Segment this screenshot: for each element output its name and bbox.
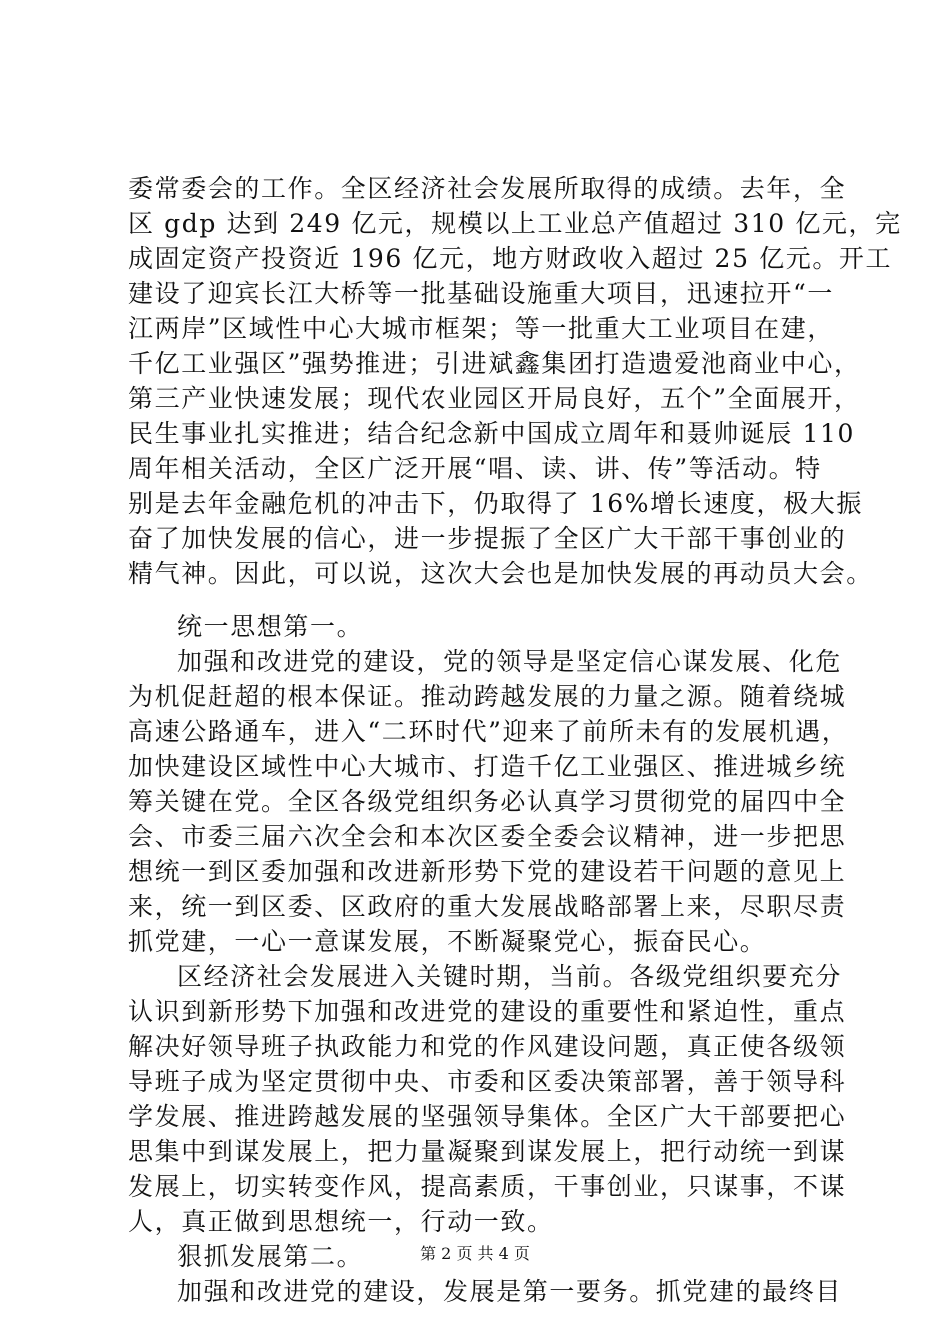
text-line: 别是去年金融危机的冲击下，仍取得了 16%增长速度，极大振 — [128, 489, 863, 518]
text-line: 导班子成为坚定贯彻中央、市委和区委决策部署，善于领导科 — [128, 1067, 847, 1096]
text-line: 周年相关活动，全区广泛开展“唱、读、讲、传”等活动。特 — [128, 454, 822, 483]
text-line: 加快建设区域性中心大城市、打造千亿工业强区、推进城乡统 — [128, 752, 847, 781]
heading-line: 统一思想第一。 — [177, 612, 364, 641]
text-line: 第三产业快速发展；现代农业园区开局良好，五个”全面展开， — [128, 384, 861, 413]
paragraph-party-building — [128, 644, 855, 959]
text-line: 区 gdp 达到 249 亿元，规模以上工业总产值超过 310 亿元，完 — [128, 209, 902, 238]
section-heading-first — [128, 609, 855, 644]
heading-line: 狠抓发展第二。 — [177, 1242, 364, 1271]
text-line: 解决好领导班子执政能力和党的作风建设问题，真正使各级领 — [128, 1032, 847, 1061]
paragraph-key-period — [128, 959, 855, 1239]
text-line: 想统一到区委加强和改进新形势下党的建设若干问题的意见上 — [128, 857, 847, 886]
text-line: 学发展、推进跨越发展的坚强领导集体。全区广大干部要把心 — [128, 1102, 847, 1131]
text-line: 精气神。因此，可以说，这次大会也是加快发展的再动员大会。 — [128, 559, 873, 588]
text-line: 高速公路通车，进入“二环时代”迎来了前所未有的发展机遇， — [128, 717, 849, 746]
text-line: 江两岸”区域性中心大城市框架；等一批重大工业项目在建， — [128, 314, 834, 343]
text-line: 民生事业扎实推进；结合纪念新中国成立周年和聂帅诞辰 110 — [128, 419, 856, 448]
paragraph-development — [128, 1274, 855, 1309]
text-line: 认识到新形势下加强和改进党的建设的重要性和紧迫性，重点 — [128, 997, 847, 1026]
text-line: 奋了加快发展的信心，进一步提振了全区广大干部干事创业的 — [128, 524, 847, 553]
text-line: 来，统一到区委、区政府的重大发展战略部署上来，尽职尽责 — [128, 892, 847, 921]
text-line: 千亿工业强区”强势推进；引进斌鑫集团打造遗爱池商业中心， — [128, 349, 861, 378]
text-line: 委常委会的工作。全区经济社会发展所取得的成绩。去年，全 — [128, 174, 847, 203]
text-line: 建设了迎宾长江大桥等一批基础设施重大项目，迅速拉开“一 — [128, 279, 834, 308]
text-line: 加强和改进党的建设，发展是第一要务。抓党建的最终目 — [177, 1277, 843, 1306]
page-number-footer: 第 2 页 共 4 页 — [420, 1244, 530, 1263]
text-line: 区经济社会发展进入关键时期，当前。各级党组织要充分 — [177, 962, 843, 991]
paragraph-achievements — [128, 171, 902, 591]
text-line: 思集中到谋发展上，把力量凝聚到谋发展上，把行动统一到谋 — [128, 1137, 847, 1166]
text-line: 成固定资产投资近 196 亿元，地方财政收入超过 25 亿元。开工 — [128, 244, 893, 273]
text-line: 发展上，切实转变作风，提高素质，干事创业，只谋事，不谋 — [128, 1172, 847, 1201]
text-line: 抓党建，一心一意谋发展，不断凝聚党心，振奋民心。 — [128, 927, 767, 956]
text-line: 为机促赶超的根本保证。推动跨越发展的力量之源。随着绕城 — [128, 682, 847, 711]
paragraph-gap — [128, 591, 855, 609]
text-line: 人，真正做到思想统一，行动一致。 — [128, 1207, 554, 1236]
text-line: 筹关键在党。全区各级党组织务必认真学习贯彻党的届四中全 — [128, 787, 847, 816]
document-body — [128, 171, 902, 1309]
text-line: 加强和改进党的建设，党的领导是坚定信心谋发展、化危 — [177, 647, 843, 676]
text-line: 会、市委三届六次全会和本次区委全委会议精神，进一步把思 — [128, 822, 847, 851]
